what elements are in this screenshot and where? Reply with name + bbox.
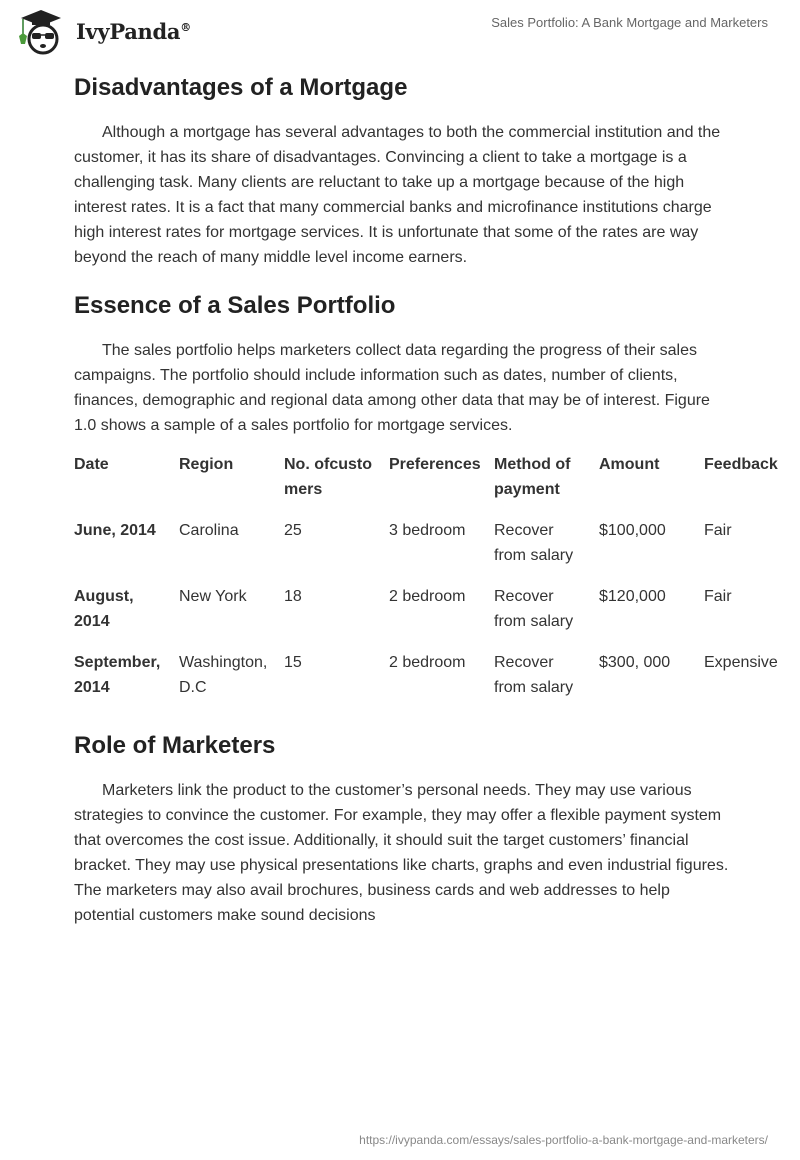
- table-cell: 2 bedroom: [389, 588, 466, 605]
- table-cell: August, 2014: [74, 588, 134, 630]
- table-cell: Recover from salary: [494, 654, 574, 696]
- document-title: Sales Portfolio: A Bank Mortgage and Marketers: [491, 15, 768, 30]
- table-cell: $120,000: [599, 588, 666, 605]
- table-cell: Expensive: [704, 654, 778, 671]
- table-cell: Recover from salary: [494, 588, 574, 630]
- table-cell: September, 2014: [74, 654, 161, 696]
- source-url[interactable]: https://ivypanda.com/essays/sales-portfolio-a-bank-mortgage-and-marketers/: [359, 1133, 768, 1147]
- table-row: [62, 650, 797, 716]
- registered-mark: ®: [180, 20, 191, 34]
- table-cell: 18: [284, 588, 302, 605]
- column-header: Amount: [599, 456, 660, 473]
- table-cell: 15: [284, 654, 302, 671]
- column-header: Preferences: [389, 456, 481, 473]
- table-cell: 2 bedroom: [389, 654, 466, 671]
- table-cell: Fair: [704, 522, 732, 539]
- table-header-row: [62, 450, 797, 518]
- ivypanda-logo[interactable]: [16, 6, 191, 56]
- table-cell: $100,000: [599, 522, 666, 539]
- column-header: Method of payment: [494, 456, 571, 498]
- panda-graduate-icon: [16, 6, 66, 56]
- table-row: [62, 584, 797, 650]
- column-header: Feedback: [704, 456, 778, 473]
- section-heading: Role of Marketers: [74, 732, 276, 759]
- table-cell: 25: [284, 522, 302, 539]
- column-header: Region: [179, 456, 234, 473]
- table-cell: Fair: [704, 588, 732, 605]
- table-cell: June, 2014: [74, 522, 156, 539]
- section-paragraph: Marketers link the product to the customer’s personal needs. They may use various strategies to convince the customer. For example, they may offer a flexible payment system that overcomes the cost issue. Additionally, it should suit the target customers’ financial bracket. They may use physical presentations like charts, graphs and even industrial figures. The marketers may also avail brochures, business cards and web addresses to help potential customers make sound decisions: [74, 782, 729, 924]
- logo-text: IvyPanda: [76, 18, 181, 44]
- column-header: No. ofcustomers: [284, 456, 372, 498]
- table-cell: New York: [179, 588, 247, 605]
- table-cell: $300, 000: [599, 654, 671, 671]
- table-row: [62, 518, 797, 584]
- article-content: [74, 70, 778, 940]
- table-cell: 3 bedroom: [389, 522, 466, 539]
- section-paragraph: Although a mortgage has several advantages to both the commercial institution and the customer, it has its share of disadvantages. Convincing a client to take a mortgage is a challenging task. Many clients are reluctant to take up a mortgage because of the high interest rates. It is a fact that many commercial banks and microfinance institutions charge high interest rates for mortgage services. It is unfortunate that some of the rates are way beyond the reach of many middle level income earners.: [74, 124, 721, 266]
- column-header: Date: [74, 456, 109, 473]
- table-cell: Carolina: [179, 522, 239, 539]
- table-cell: Washington, D.C: [179, 654, 268, 696]
- section-heading: Essence of a Sales Portfolio: [74, 292, 396, 319]
- section-heading: Disadvantages of a Mortgage: [74, 74, 408, 101]
- section-paragraph: The sales portfolio helps marketers collect data regarding the progress of their sales campaigns. The portfolio should include information such as dates, number of clients, finances, demographic and regional data among other data that may be of interest. Figure 1.0 shows a sample of a sales portfolio for mortgage services.: [74, 342, 710, 434]
- table-cell: Recover from salary: [494, 522, 574, 564]
- header: [0, 0, 800, 50]
- sales-portfolio-table: [62, 450, 797, 716]
